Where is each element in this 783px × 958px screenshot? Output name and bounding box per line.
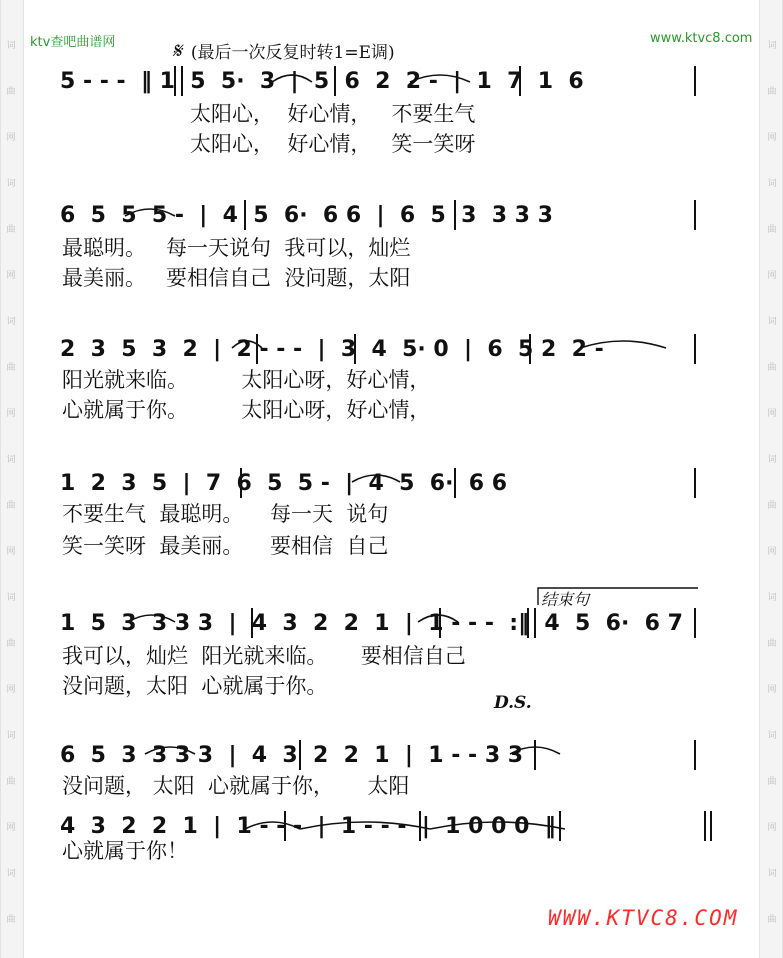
notation-row: 6 5 3 3 3 3 | 4 3 2 2 1 | 1 - - 3 3 [60,743,524,768]
lyric-line: 最聪明。 每一天说句 我可以，灿烂 [62,236,411,260]
side-watermark-glyph: 词 [6,317,16,327]
side-watermark-glyph: 词 [767,593,777,603]
side-watermark-glyph: 网 [6,823,16,833]
notation-row: 5 - - - ‖ 1 5 5· 3 | 5 6 2 2 - | 1 7 1 6 [60,69,584,94]
side-watermark-glyph: 词 [6,41,16,51]
notation-row: 1 5 3 3 3 3 | 4 3 2 2 1 | 1 - - - :‖ 4 5 6· 6 7 [60,611,683,636]
side-watermark-glyph: 网 [6,685,16,695]
side-watermark-glyph: 网 [767,133,777,143]
side-watermark-glyph: 曲 [6,501,16,511]
side-watermark-glyph: 曲 [767,225,777,235]
lyric-line: 笑一笑呀 最美丽。 要相信 自己 [62,534,389,558]
side-watermark-glyph: 曲 [6,225,16,235]
side-watermark-glyph: 词 [767,41,777,51]
lyric-line: 不要生气 最聪明。 每一天 说句 [62,502,389,526]
site-watermark-top-right: www.ktvc8.com [650,31,753,46]
lyric-line: 太阳心， 好心情， 笑一笑呀 [190,132,476,156]
lyric-line: 没问题，太阳 心就属于你。 [62,674,328,698]
side-watermark-glyph: 网 [6,133,16,143]
site-watermark-top-left: ktv查吧曲谱网 [30,35,116,50]
lyric-line: 最美丽。 要相信自己 没问题，太阳 [62,266,411,290]
notation-row: 6 5 5 5 - | 4 5 6· 6 6 | 6 5 3 3 3 3 [60,203,553,228]
side-watermark-glyph: 网 [6,271,16,281]
lyric-line: 没问题， 太阳 心就属于你， 太阳 [62,774,410,798]
dal-segno-mark: D.S. [494,693,532,713]
side-watermark-glyph: 词 [767,179,777,189]
lyric-line: 心就属于你！ [62,839,188,863]
side-watermark-glyph: 词 [767,869,777,879]
side-watermark-glyph: 曲 [767,363,777,373]
side-watermark-glyph: 词 [767,455,777,465]
side-watermark-glyph: 词 [6,455,16,465]
key-change-note: (最后一次反复时转1=E调) [190,43,395,63]
side-watermark-glyph: 网 [767,823,777,833]
side-watermark-glyph: 词 [767,317,777,327]
lyric-line: 我可以，灿烂 阳光就来临。 要相信自己 [62,644,466,668]
side-watermark-glyph: 词 [6,593,16,603]
side-watermark-glyph: 曲 [767,915,777,925]
side-watermark-glyph: 词 [6,179,16,189]
notation-row: 2 3 5 3 2 | 2 - - - | 3 4 5· 0 | 6 5 2 2 - [60,337,604,362]
notation-row: 4 3 2 2 1 | 1 - - - | 1 - - - | 1 0 0 0 ‖ [60,814,556,839]
side-watermark-glyph: 词 [6,869,16,879]
side-watermark-glyph: 网 [767,547,777,557]
side-watermark-glyph: 曲 [6,915,16,925]
notation-row: 1 2 3 5 | 7 6 5 5 - | 4 5 6· 6 6 [60,471,508,496]
side-watermark-glyph: 网 [767,409,777,419]
side-watermark-glyph: 网 [767,271,777,281]
side-watermark-glyph: 词 [767,731,777,741]
side-watermark-glyph: 曲 [6,87,16,97]
side-watermark-glyph: 网 [6,547,16,557]
side-watermark-glyph: 网 [767,685,777,695]
side-watermark-glyph: 曲 [6,363,16,373]
lyric-line: 太阳心， 好心情， 不要生气 [190,102,476,126]
side-watermark-glyph: 曲 [6,639,16,649]
side-watermark-glyph: 曲 [767,87,777,97]
lyric-line: 阳光就来临。 太阳心呀，好心情， [62,368,431,392]
site-watermark-bottom: WWW.KTVC8.COM [548,906,739,930]
lyric-line: 心就属于你。 太阳心呀，好心情， [62,398,431,422]
segno-icon: 𝄋 [172,39,182,64]
side-watermark-glyph: 网 [6,409,16,419]
ending-phrase-label: 结束句 [541,590,590,609]
side-watermark-glyph: 曲 [767,639,777,649]
side-watermark-glyph: 曲 [767,777,777,787]
side-watermark-glyph: 曲 [767,501,777,511]
side-watermark-glyph: 词 [6,731,16,741]
side-watermark-glyph: 曲 [6,777,16,787]
